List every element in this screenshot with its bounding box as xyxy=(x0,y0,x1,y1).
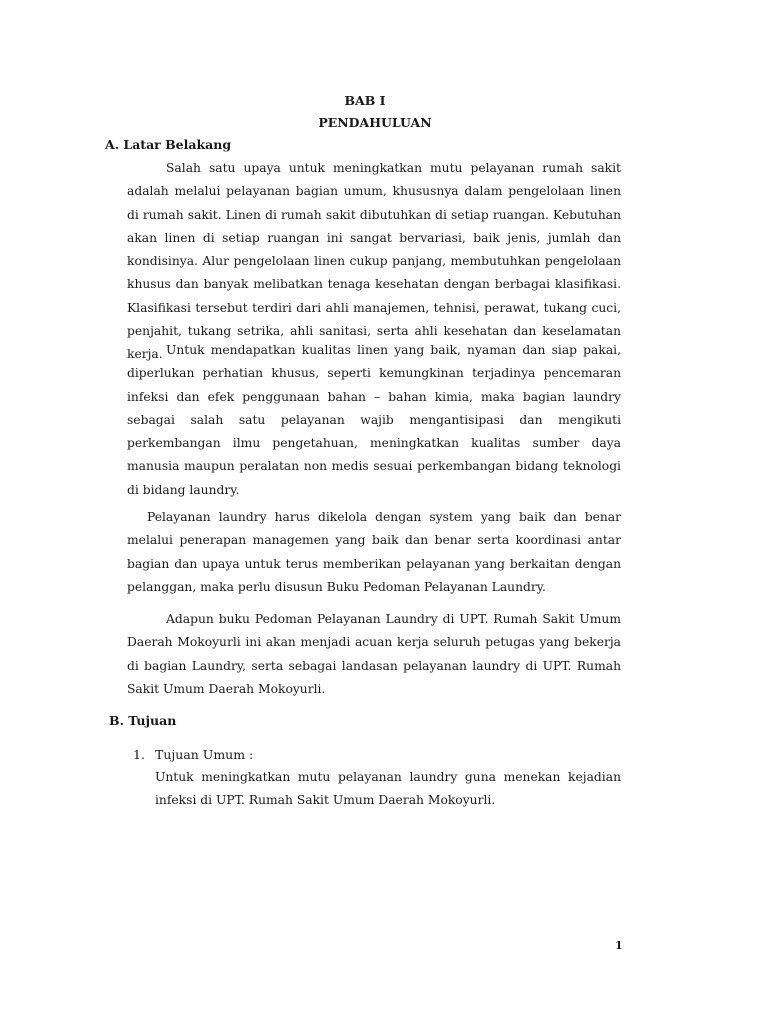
section-b-heading: B. Tujuan xyxy=(109,713,177,728)
paragraph: Adapun buku Pedoman Pelayanan Laundry di UPT. Rumah Sakit Umum Daerah Mokoyurli ini akan menjadi acuan kerja seluruh petugas yang bekerja di bagian Laundry, serta sebagai landasan pelayanan laundry di UPT. Rumah Sakit Umum Daerah Mokoyurli. xyxy=(127,612,621,696)
list-item-text: Untuk meningkatkan mutu pelayanan laundry guna menekan kejadian infeksi di UPT. Rumah Sakit Umum Daerah Mokoyurli. xyxy=(155,770,621,808)
chapter-title: PENDAHULUAN xyxy=(318,115,432,130)
page-number: 1 xyxy=(615,939,623,952)
paragraph: Untuk mendapatkan kualitas linen yang baik, nyaman dan siap pakai, diperlukan perhatian khusus, seperti kemungkinan terjadinya pencemaran infeksi dan efek penggunaan bahan – bahan kimia, maka bagian laundry sebagai salah satu pelayanan wajib mengantisipasi dan mengikuti perkembangan ilmu pengetahuan, meningkatkan kualitas sumber daya manusia maupun peralatan non medis sesuai perkembangan bidang teknologi di bidang laundry. xyxy=(127,343,621,497)
list-item-number: 1. xyxy=(133,747,145,762)
list-item-label: Tujuan Umum : xyxy=(155,747,254,762)
section-a-heading: A. Latar Belakang xyxy=(105,137,232,152)
chapter-number: BAB I xyxy=(344,93,386,108)
paragraph: Salah satu upaya untuk meningkatkan mutu pelayanan rumah sakit adalah melalui pelayanan bagian umum, khususnya dalam pengelolaan linen di rumah sakit. Linen di rumah sakit dibutuhkan di setiap ruangan. Kebutuhan akan linen di setiap ruangan ini sangat bervariasi, baik jenis, jumlah dan kondisinya. Alur pengelolaan linen cukup panjang, membutuhkan pengelolaan khusus dan banyak melibatkan tenaga kesehatan dengan berbagai klasifikasi. Klasifikasi tersebut terdiri dari ahli manajemen, tehnisi, perawat, tukang cuci, penjahit, tukang setrika, ahli sanitasi, serta ahli kesehatan dan keselamatan kerja. xyxy=(127,161,621,362)
paragraph: Pelayanan laundry harus dikelola dengan system yang baik dan benar melalui penerapan managemen yang baik dan benar serta koordinasi antar bagian dan upaya untuk terus memberikan pelayanan yang berkaitan dengan pelanggan, maka perlu disusun Buku Pedoman Pelayanan Laundry. xyxy=(127,510,621,594)
